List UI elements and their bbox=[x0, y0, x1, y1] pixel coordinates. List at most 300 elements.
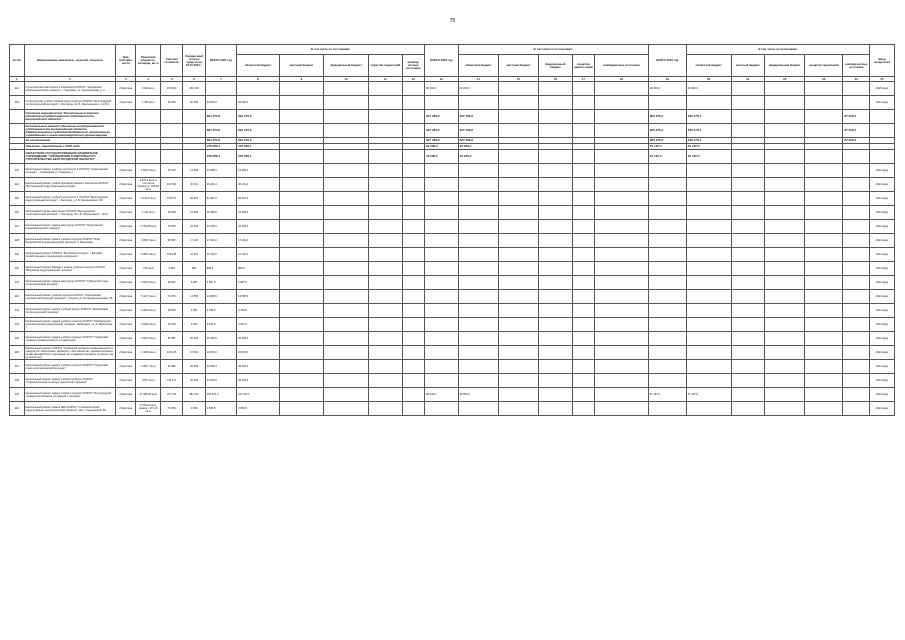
cell-empty bbox=[572, 178, 594, 192]
header-src: внебюджетные источники bbox=[595, 55, 649, 77]
cell-cap: 376 кв.м bbox=[136, 262, 161, 276]
cell-empty bbox=[572, 290, 594, 304]
cell-x23: 87 300,0 bbox=[843, 138, 870, 144]
cell-comm: 2021 ввод bbox=[870, 234, 895, 248]
cell-cap: 1 131 кв.м bbox=[136, 206, 161, 220]
cell-empty bbox=[279, 248, 324, 262]
cell-t21: 26 846,3 bbox=[205, 360, 236, 374]
column-index: 4 bbox=[136, 77, 161, 82]
cell-num: 228 bbox=[10, 234, 25, 248]
cell-empty bbox=[765, 332, 805, 346]
cell-empty bbox=[572, 248, 594, 262]
cell-cap: 5 417,4 кв.м bbox=[136, 290, 161, 304]
cell-rem: 150 000 bbox=[183, 82, 205, 96]
cell-r23 bbox=[686, 402, 731, 416]
cell-empty bbox=[402, 124, 424, 138]
cell-empty bbox=[324, 262, 369, 276]
cell-t21: 60 000,0 bbox=[205, 96, 236, 110]
cell-r21: 42 529,5 bbox=[237, 374, 280, 388]
cell-empty bbox=[539, 178, 573, 192]
cell-cap: 6 134,0 кв.м bbox=[136, 192, 161, 206]
cell-own bbox=[116, 110, 136, 124]
cell-r21: 278 089,1 bbox=[237, 144, 280, 150]
cell-own: областная bbox=[116, 248, 136, 262]
cell-name: Капитальный ремонт объектов государственной собственности Белгородской области (Предоставление субсидий бюджетным, автономным учреждениям и иным некоммерческим организациям) bbox=[24, 124, 116, 138]
cell-rem: 84 287 bbox=[183, 192, 205, 206]
cell-empty bbox=[765, 234, 805, 248]
cell-empty bbox=[539, 110, 573, 124]
header-sources-2023: В том числе по источникам: bbox=[686, 45, 869, 55]
cell-cost: 60 000 bbox=[161, 96, 183, 110]
cell-x23 bbox=[843, 290, 870, 304]
cell-empty bbox=[805, 318, 843, 332]
cell-x23: 87 300,0 bbox=[843, 124, 870, 138]
cell-empty bbox=[279, 150, 324, 164]
cell-rem: 26 846 bbox=[183, 360, 205, 374]
cell-cap: 17 380,83 кв.м bbox=[136, 388, 161, 402]
cell-cap: 4 054,7 кв.м bbox=[136, 360, 161, 374]
cell-rem: 17 429 bbox=[183, 234, 205, 248]
cell-empty bbox=[369, 388, 403, 402]
cell-empty bbox=[539, 318, 573, 332]
cell-cost: 139 577 bbox=[161, 192, 183, 206]
cell-comm bbox=[870, 150, 895, 164]
cell-name: Капитальный ремонт здания мастерских ОГАПОУ "Губкинский горно-политехнический колледж" bbox=[24, 276, 116, 290]
cell-t22 bbox=[425, 360, 459, 374]
cell-t22 bbox=[425, 290, 459, 304]
cell-x23 bbox=[843, 402, 870, 416]
cell-empty bbox=[765, 374, 805, 388]
cell-empty bbox=[369, 262, 403, 276]
cell-num: 236 bbox=[10, 346, 25, 360]
cell-comm: 2021 ввод bbox=[870, 220, 895, 234]
cell-empty bbox=[595, 402, 649, 416]
cell-r21: 10 003,0 bbox=[237, 346, 280, 360]
cell-rem bbox=[183, 124, 205, 138]
cell-t22 bbox=[425, 262, 459, 276]
cell-empty bbox=[324, 206, 369, 220]
cell-empty bbox=[402, 110, 424, 124]
column-index: 22 bbox=[765, 77, 805, 82]
cell-t21: 15 495,0 bbox=[205, 206, 236, 220]
cell-empty bbox=[595, 234, 649, 248]
cell-empty bbox=[805, 290, 843, 304]
cell-empty bbox=[731, 234, 765, 248]
cell-empty bbox=[324, 346, 369, 360]
cell-empty bbox=[572, 402, 594, 416]
cell-r23 bbox=[686, 346, 731, 360]
cell-r23 bbox=[686, 206, 731, 220]
cell-t23: 905 475,4 bbox=[648, 110, 686, 124]
cell-t22 bbox=[425, 318, 459, 332]
cell-empty bbox=[324, 164, 369, 178]
cell-r22 bbox=[458, 402, 498, 416]
cell-empty bbox=[369, 234, 403, 248]
cell-comm: 2021 ввод bbox=[870, 96, 895, 110]
cell-name: Капитальный ремонт учебного корпуса № 2 ОГАПОУ "Белгородский индустриальный колледж", г. Белгород, ул. Б. Хмельницкого, 80 bbox=[24, 192, 116, 206]
cell-num: 223 bbox=[10, 164, 25, 178]
cell-num: 235 bbox=[10, 332, 25, 346]
cell-r22 bbox=[458, 206, 498, 220]
cell-empty bbox=[572, 234, 594, 248]
cell-rem: 14 558 bbox=[183, 290, 205, 304]
cell-r21: 899,9 bbox=[237, 262, 280, 276]
cell-empty bbox=[279, 206, 324, 220]
cell-empty bbox=[805, 178, 843, 192]
cell-r22: 58 000,0 bbox=[458, 388, 498, 402]
cell-cost: 118 171 bbox=[161, 374, 183, 388]
cell-r23: 51 197,0 bbox=[686, 150, 731, 164]
cell-empty bbox=[572, 110, 594, 124]
cell-empty bbox=[765, 262, 805, 276]
header-total-2022: ВСЕГО 2022 год bbox=[425, 45, 459, 77]
cell-x23 bbox=[843, 150, 870, 164]
cell-empty bbox=[595, 290, 649, 304]
cell-empty bbox=[402, 318, 424, 332]
cell-empty bbox=[402, 374, 424, 388]
cell-cap: 2 570,4 кв.м, в том числе благоустр. 789,38 кв.м bbox=[137, 178, 159, 191]
cell-empty bbox=[498, 304, 538, 318]
cell-r23 bbox=[686, 276, 731, 290]
cell-empty bbox=[402, 276, 424, 290]
cell-name: За исключением bbox=[24, 138, 116, 144]
cell-cap: 4 877 кв.м bbox=[136, 374, 161, 388]
cell-num: 231 bbox=[10, 276, 25, 290]
cell-empty bbox=[279, 402, 324, 416]
cell-name: Основное мероприятие "Капитальный ремонт объектов государственной собственности Белгородской области" bbox=[24, 110, 116, 124]
header-ownership: Вид собствен-ности bbox=[116, 45, 136, 77]
cell-t21: 691 073,6 bbox=[205, 124, 236, 138]
cell-empty bbox=[572, 124, 594, 138]
cell-cap: 2 000 кв.м bbox=[136, 82, 161, 96]
cell-cap: 2 676,24 кв.м, гаражи - 171,15 кв.м bbox=[136, 402, 161, 416]
cell-r21: 84 287,0 bbox=[237, 192, 280, 206]
cell-empty bbox=[498, 164, 538, 178]
cell-cost: 44 019 bbox=[161, 318, 183, 332]
cell-empty bbox=[805, 206, 843, 220]
cell-t22: 43 299,0 bbox=[425, 150, 459, 164]
cell-t21: 899,9 bbox=[205, 262, 236, 276]
cell-empty bbox=[731, 206, 765, 220]
cell-empty bbox=[369, 304, 403, 318]
cell-cap: 6 056,3 кв.м bbox=[136, 248, 161, 262]
cell-num bbox=[10, 150, 25, 164]
cell-r23 bbox=[686, 318, 731, 332]
cell-cap: 4 905,7 кв.м bbox=[136, 234, 161, 248]
cell-num: 237 bbox=[10, 360, 25, 374]
cell-empty bbox=[369, 178, 403, 192]
cell-empty bbox=[731, 262, 765, 276]
cell-t23 bbox=[648, 374, 686, 388]
cell-r22 bbox=[458, 318, 498, 332]
cell-empty bbox=[731, 82, 765, 96]
cell-empty bbox=[572, 150, 594, 164]
column-index: 25 bbox=[870, 77, 895, 82]
cell-comm: 2021 ввод bbox=[870, 276, 895, 290]
cell-t23: 40 000,0 bbox=[648, 82, 686, 96]
cell-empty bbox=[595, 178, 649, 192]
table-row bbox=[10, 220, 895, 234]
cell-t22 bbox=[425, 402, 459, 416]
cell-empty bbox=[731, 96, 765, 110]
cell-empty bbox=[539, 150, 573, 164]
cell-empty bbox=[369, 346, 403, 360]
header-src: средства территорий bbox=[805, 55, 843, 77]
cell-empty bbox=[402, 248, 424, 262]
cell-empty bbox=[369, 96, 403, 110]
column-index: 9 bbox=[279, 77, 324, 82]
column-index: 2 bbox=[24, 77, 116, 82]
header-src: областной бюджет bbox=[458, 55, 498, 77]
column-index: 8 bbox=[237, 77, 280, 82]
cell-empty bbox=[279, 346, 324, 360]
cell-empty bbox=[572, 374, 594, 388]
cell-r22 bbox=[458, 262, 498, 276]
cell-r23 bbox=[686, 332, 731, 346]
cell-cost: 108 235 bbox=[161, 248, 183, 262]
cell-comm: 2024 ввод bbox=[870, 388, 895, 402]
cell-x23 bbox=[843, 388, 870, 402]
cell-r22 bbox=[458, 304, 498, 318]
cell-empty bbox=[572, 276, 594, 290]
cell-name: Капитальный ремонт здания учебного корпуса ОГАПОУ "Белгородский техникум агробизнеса, коллекций и торговли" bbox=[24, 388, 116, 402]
cell-empty bbox=[402, 346, 424, 360]
cell-empty bbox=[369, 192, 403, 206]
table-row bbox=[10, 96, 895, 110]
cell-x23 bbox=[843, 96, 870, 110]
cell-cost: 9 400 bbox=[161, 262, 183, 276]
header-src: федеральный бюджет bbox=[765, 55, 805, 77]
cell-t21: 278 089,1 bbox=[205, 150, 236, 164]
cell-empty bbox=[402, 262, 424, 276]
cell-own: областная bbox=[116, 346, 136, 360]
cell-empty bbox=[369, 318, 403, 332]
cell-empty bbox=[572, 192, 594, 206]
cell-cap: 2 300,5 кв.м bbox=[136, 304, 161, 318]
cell-comm: 2021 ввод bbox=[870, 290, 895, 304]
cell-r23 bbox=[686, 96, 731, 110]
cell-empty bbox=[765, 82, 805, 96]
cell-t21: 9 783,8 bbox=[205, 304, 236, 318]
cell-empty bbox=[498, 248, 538, 262]
cell-t23 bbox=[648, 96, 686, 110]
cell-t21: 24 135,0 bbox=[205, 220, 236, 234]
cell-empty bbox=[539, 360, 573, 374]
cell-t21: 691 073,6 bbox=[205, 110, 236, 124]
header-remaining: Ожидае-мый остаток средств на 01.01 2021 г. bbox=[183, 45, 205, 77]
cell-rem: 3 022 bbox=[183, 318, 205, 332]
cell-own: областная bbox=[116, 96, 136, 110]
cell-x23 bbox=[843, 206, 870, 220]
cell-t23: 51 197,0 bbox=[648, 388, 686, 402]
column-index: 18 bbox=[595, 77, 649, 82]
cell-name: Строительство мастерских в общежития ОГАПОУ "Чернянский агромеханический техникум", с. Чернянка, ул. Одинокинская, д. 3 bbox=[24, 82, 116, 96]
cell-t21: 102 613,0 bbox=[205, 388, 236, 402]
cell-comm: 2021 ввод bbox=[870, 304, 895, 318]
cell-x23 bbox=[843, 82, 870, 96]
cell-comm: 2021 ввод bbox=[870, 192, 895, 206]
cell-empty bbox=[765, 206, 805, 220]
header-src: областной бюджет bbox=[237, 55, 280, 77]
cell-cost: 74 709 bbox=[161, 402, 183, 416]
table-row bbox=[10, 178, 895, 192]
cell-empty bbox=[539, 346, 573, 360]
cell-cap: 1 849,4 кв.м bbox=[136, 164, 161, 178]
cell-empty bbox=[402, 290, 424, 304]
cell-t23 bbox=[648, 290, 686, 304]
cell-empty bbox=[805, 192, 843, 206]
cell-t23 bbox=[648, 192, 686, 206]
column-index: 24 bbox=[843, 77, 870, 82]
cell-t23: 905 475,4 bbox=[648, 138, 686, 144]
column-index: 11 bbox=[369, 77, 403, 82]
column-index: 3 bbox=[116, 77, 136, 82]
cell-empty bbox=[805, 346, 843, 360]
column-index: 5 bbox=[161, 77, 183, 82]
cell-empty bbox=[572, 220, 594, 234]
cell-empty bbox=[595, 248, 649, 262]
cell-empty bbox=[765, 318, 805, 332]
cell-empty bbox=[595, 332, 649, 346]
cell-cost: 72 256 bbox=[161, 290, 183, 304]
cell-empty bbox=[402, 206, 424, 220]
cell-t22 bbox=[425, 346, 459, 360]
cell-t21: 14 289,0 bbox=[205, 164, 236, 178]
cell-own: областная bbox=[116, 402, 136, 416]
cell-t22 bbox=[425, 374, 459, 388]
cell-t23 bbox=[648, 360, 686, 374]
cell-empty bbox=[369, 220, 403, 234]
column-index: 10 bbox=[324, 77, 369, 82]
cell-cost bbox=[161, 150, 183, 164]
cell-r21: 17 429,0 bbox=[237, 234, 280, 248]
cell-r21: 102 613,0 bbox=[237, 388, 280, 402]
cell-empty bbox=[324, 110, 369, 124]
cell-empty bbox=[402, 192, 424, 206]
column-index: 12 bbox=[402, 77, 424, 82]
cell-t23 bbox=[648, 276, 686, 290]
cell-own: областная bbox=[116, 82, 136, 96]
column-index: 6 bbox=[183, 77, 205, 82]
cell-r23 bbox=[686, 234, 731, 248]
cell-empty bbox=[539, 276, 573, 290]
cell-t21: 10 003,0 bbox=[205, 346, 236, 360]
cell-t22 bbox=[425, 206, 459, 220]
cell-t22 bbox=[425, 234, 459, 248]
cell-cost: 38 661 bbox=[161, 276, 183, 290]
cell-own: областная bbox=[116, 290, 136, 304]
cell-r21: 15 495,0 bbox=[237, 206, 280, 220]
cell-t21 bbox=[205, 82, 236, 96]
table-row bbox=[10, 164, 895, 178]
cell-own bbox=[116, 124, 136, 138]
cell-r21: 26 846,3 bbox=[237, 360, 280, 374]
header-total-2023: ВСЕГО 2023 год bbox=[648, 45, 686, 77]
cell-r23: 51 197,0 bbox=[686, 144, 731, 150]
cell-own: областная bbox=[116, 360, 136, 374]
table-row bbox=[10, 262, 895, 276]
cell-empty bbox=[805, 402, 843, 416]
cell-empty bbox=[539, 82, 573, 96]
cell-own: областная bbox=[116, 234, 136, 248]
cell-empty bbox=[369, 276, 403, 290]
cell-empty bbox=[279, 262, 324, 276]
cell-r23 bbox=[686, 192, 731, 206]
cell-t22: 627 459,8 bbox=[425, 124, 459, 138]
cell-r21: 3 021,9 bbox=[237, 318, 280, 332]
cell-empty bbox=[324, 192, 369, 206]
cell-comm: 2021 ввод bbox=[870, 346, 895, 360]
cell-empty bbox=[731, 110, 765, 124]
cell-num: 229 bbox=[10, 248, 25, 262]
cell-comm: 2021 ввод bbox=[870, 178, 895, 192]
cell-rem: 10 110 bbox=[183, 248, 205, 262]
cell-r23 bbox=[686, 374, 731, 388]
cell-rem bbox=[183, 110, 205, 124]
cell-empty bbox=[572, 346, 594, 360]
cell-t21: 3 656,5 bbox=[205, 402, 236, 416]
cell-empty bbox=[498, 220, 538, 234]
table-row bbox=[10, 360, 895, 374]
cell-empty bbox=[279, 388, 324, 402]
header-capacity: Проектная мощность, площадь, кв. м bbox=[136, 45, 161, 77]
cell-t22: 58 000,0 bbox=[425, 388, 459, 402]
cell-t21: 20 495,0 bbox=[205, 332, 236, 346]
cell-empty bbox=[402, 388, 424, 402]
cell-t21: 42 529,5 bbox=[205, 374, 236, 388]
cell-cost: 150 000 bbox=[161, 82, 183, 96]
cell-name: Капитальный ремонт учебного корпуса № 3 ОГАПОУ "Алексеевский колледж", г. Алексеевка ул. Гагарина, 2 bbox=[24, 164, 116, 178]
cell-rem: 24 135 bbox=[183, 220, 205, 234]
cell-t23 bbox=[648, 234, 686, 248]
cell-name: ОБЛАСТНОЕ ГОСУДАРСТВЕННОЕ БЮДЖЕТНОЕ УЧРЕЖДЕНИЕ "УПРАВЛЕНИЕ КАПИТАЛЬНОГО СТРОИТЕЛЬСТВА БЕЛГОРОДСКОЙ ОБЛАСТИ" bbox=[24, 150, 116, 164]
cell-t22: 62 299,0 bbox=[425, 144, 459, 150]
cell-empty bbox=[498, 124, 538, 138]
header-src: федеральный бюджет bbox=[324, 55, 369, 77]
cell-t22 bbox=[425, 96, 459, 110]
cell-t21: 14 558,5 bbox=[205, 290, 236, 304]
cell-empty bbox=[369, 110, 403, 124]
cell-own: областная bbox=[116, 178, 136, 192]
cell-empty bbox=[324, 178, 369, 192]
cell-rem: 9 784 bbox=[183, 304, 205, 318]
table-row bbox=[10, 332, 895, 346]
cell-name: Капитальный ремонт ОГАПОУ "Валуйский колледж", г. Валуйки, (хозяйственные и медицинские отделения) bbox=[24, 248, 116, 262]
cell-r23 bbox=[686, 360, 731, 374]
cell-comm bbox=[870, 124, 895, 138]
cell-empty bbox=[765, 388, 805, 402]
cell-num: 240 bbox=[10, 402, 25, 416]
cell-empty bbox=[595, 374, 649, 388]
column-index: 21 bbox=[731, 77, 765, 82]
cell-x23 bbox=[843, 318, 870, 332]
cell-empty bbox=[765, 248, 805, 262]
cell-empty bbox=[805, 332, 843, 346]
cell-t23 bbox=[648, 402, 686, 416]
cell-r23 bbox=[686, 164, 731, 178]
cell-empty bbox=[498, 206, 538, 220]
cell-x23: 87 300,0 bbox=[843, 110, 870, 124]
cell-empty bbox=[731, 318, 765, 332]
cell-num bbox=[10, 110, 25, 124]
header-src: местный бюджет bbox=[279, 55, 324, 77]
cell-empty bbox=[279, 164, 324, 178]
cell-empty bbox=[805, 276, 843, 290]
cell-own: областная bbox=[116, 332, 136, 346]
cell-empty bbox=[279, 318, 324, 332]
cell-empty bbox=[369, 360, 403, 374]
table-row bbox=[10, 402, 895, 416]
